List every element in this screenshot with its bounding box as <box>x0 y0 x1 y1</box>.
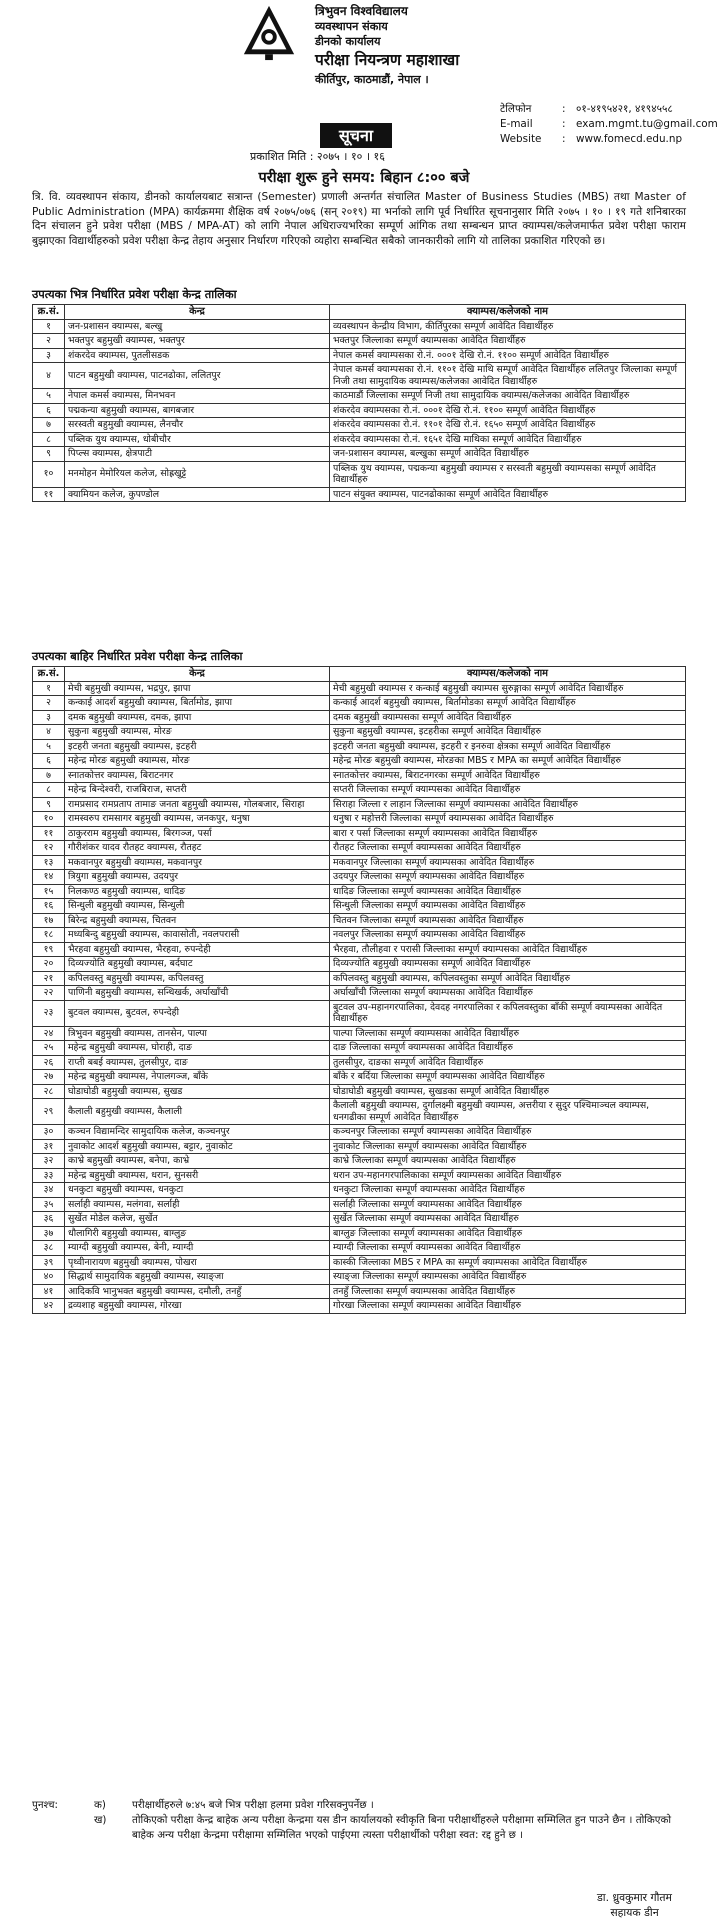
row-sn: २० <box>33 957 65 972</box>
row-campuses: सप्तरी जिल्लाका सम्पूर्ण क्याम्पसका आवेदित विद्यार्थीहरु <box>330 783 686 798</box>
row-center: त्रिभुवन बहुमुखी क्याम्पस, तानसेन, पाल्पा <box>65 1026 330 1041</box>
exam-time-heading: परीक्षा शुरू हुने समय: बिहान ८:०० बजे <box>258 170 470 186</box>
row-center: नेपाल कमर्स क्याम्पस, मिनभवन <box>65 389 330 404</box>
row-campuses: दिव्यज्योति बहुमुखी क्याम्पसका सम्पूर्ण आवेदित विद्यार्थीहरु <box>330 957 686 972</box>
row-campuses: तुलसीपुर, दाङका सम्पूर्ण आवेदित विद्यार्थीहरु <box>330 1055 686 1070</box>
row-sn: १३ <box>33 855 65 870</box>
university-name: त्रिभुवन विश्वविद्यालय <box>315 4 408 18</box>
row-campuses: नुवाकोट जिल्लाका सम्पूर्ण क्याम्पसका आवेदित विद्यार्थीहरु <box>330 1139 686 1154</box>
table-row <box>33 725 686 740</box>
table-row <box>33 348 686 363</box>
row-sn: २२ <box>33 986 65 1001</box>
row-center: जन-प्रशासन क्याम्पस, बल्खु <box>65 319 330 334</box>
table-row <box>33 942 686 957</box>
row-center: रामप्रसाद रामप्रताप तामाङ जनता बहुमुखी क्याम्पस, गोलबजार, सिराहा <box>65 797 330 812</box>
table-row <box>33 884 686 899</box>
row-sn: २ <box>33 334 65 349</box>
col-center: केन्द्र <box>65 305 330 320</box>
row-sn: ३७ <box>33 1226 65 1241</box>
row-campuses: धनकुटा जिल्लाका सम्पूर्ण क्याम्पसका आवेदित विद्यार्थीहरु <box>330 1183 686 1198</box>
footnote-text: परीक्षार्थीहरुले ७:४५ बजे भित्र परीक्षा हलमा प्रवेश गरिसक्नुपर्नेछ । <box>132 1799 374 1811</box>
row-center: कपिलवस्तु बहुमुखी क्याम्पस, कपिलवस्तु <box>65 971 330 986</box>
table2-title: उपत्यका बाहिर निर्धारित प्रवेश परीक्षा केन्द्र तालिका <box>32 649 243 663</box>
row-campuses: शंकरदेव क्याम्पसका रो.नं. ०००१ देखि रो.नं. ११०० सम्पूर्ण आवेदित विद्यार्थीहरु <box>330 403 686 418</box>
row-campuses: पाल्पा जिल्लाका सम्पूर्ण क्याम्पसका आवेदित विद्यार्थीहरु <box>330 1026 686 1041</box>
row-sn: २ <box>33 696 65 711</box>
table-row <box>33 1241 686 1256</box>
contact-label: टेलिफोन <box>500 103 532 115</box>
footnote-a <box>32 1798 686 1813</box>
table-row <box>33 783 686 798</box>
row-campuses: कास्की जिल्लाका MBS र MPA का सम्पूर्ण क्याम्पसका आवेदित विद्यार्थीहरु <box>330 1255 686 1270</box>
footnote-b <box>32 1813 686 1843</box>
location: कीर्तिपुर, काठमाडौं, नेपाल । <box>315 73 429 86</box>
row-sn: ५ <box>33 389 65 404</box>
row-campuses: धरान उप-महानगरपालिकाका सम्पूर्ण क्याम्पसका आवेदित विद्यार्थीहरु <box>330 1168 686 1183</box>
row-campuses: पब्लिक युथ क्याम्पस, पद्मकन्या बहुमुखी क्याम्पस र सरस्वती बहुमुखी क्याम्पसका सम्पूर्ण आवेदित विद्यार्थीहरु <box>330 461 686 487</box>
row-center: सुर्खेत मोडेल कलेज, सुर्खेत <box>65 1212 330 1227</box>
table-row <box>33 487 686 502</box>
table-row <box>33 710 686 725</box>
row-center: धनकुटा बहुमुखी क्याम्पस, धनकुटा <box>65 1183 330 1198</box>
row-center: सर्लाही क्याम्पस, मलंगवा, सर्लाही <box>65 1197 330 1212</box>
row-sn: ६ <box>33 754 65 769</box>
table-row <box>33 1154 686 1169</box>
table-row <box>33 461 686 487</box>
row-sn: १० <box>33 461 65 487</box>
table-row <box>33 739 686 754</box>
row-campuses: नवलपुर जिल्लाका सम्पूर्ण क्याम्पसका आवेदित विद्यार्थीहरु <box>330 928 686 943</box>
table-row <box>33 870 686 885</box>
row-sn: ४ <box>33 363 65 389</box>
row-campuses: शंकरदेव क्याम्पसका रो.नं. ११०१ देखि रो.नं. १६५० सम्पूर्ण आवेदित विद्यार्थीहरु <box>330 418 686 433</box>
row-sn: २७ <box>33 1070 65 1085</box>
row-sn: २६ <box>33 1055 65 1070</box>
notice-badge: सूचना <box>320 123 392 148</box>
row-campuses: काठमाडौं जिल्लाका सम्पूर्ण निजी तथा सामुदायिक क्याम्पस/कलेजका आवेदित विद्यार्थीहरु <box>330 389 686 404</box>
row-campuses: बाँके र बर्दिया जिल्लाका सम्पूर्ण क्याम्पसका आवेदित विद्यार्थीहरु <box>330 1070 686 1085</box>
table-row <box>33 754 686 769</box>
row-campuses: स्नातकोत्तर क्याम्पस, बिराटनगरका सम्पूर्ण आवेदित विद्यार्थीहरु <box>330 768 686 783</box>
row-center: शंकरदेव क्याम्पस, पुतलीसडक <box>65 348 330 363</box>
row-campuses: मेची बहुमुखी क्याम्पस र कन्काई बहुमुखी क्याम्पस सुरुङ्गाका सम्पूर्ण आवेदित विद्यार्थीहरु <box>330 681 686 696</box>
col-sn: क्र.सं. <box>33 667 65 682</box>
footnote-text: तोकिएको परीक्षा केन्द्र बाहेक अन्य परीक्षा केन्द्रमा यस डीन कार्यालयको स्वीकृति बिना परीक्षार्थीहरुले परीक्षामा सम्मिलित हुन पाउने छैन । तोकिएको बाहेक अन्य परीक्षा केन्द्रमा परीक्षामा सम्मिलित भएको पाईएमा त्यस्ता परीक्षार्थीको परीक्षा स्वत: रद्द हुने छ । <box>132 1814 672 1841</box>
table-row <box>33 1212 686 1227</box>
table-row <box>33 826 686 841</box>
table-row <box>33 841 686 856</box>
row-center: राप्ती बबई क्याम्पस, तुलसीपुर, दाङ <box>65 1055 330 1070</box>
row-campuses: चितवन जिल्लाका सम्पूर्ण क्याम्पसका आवेदित विद्यार्थीहरु <box>330 913 686 928</box>
signatory-title: सहायक डीन <box>610 1906 659 1919</box>
row-center: महेन्द्र बहुमुखी क्याम्पस, घोराही, दाङ <box>65 1041 330 1056</box>
table-row <box>33 1084 686 1099</box>
table-row <box>33 957 686 972</box>
row-center: महेन्द्र बिन्देश्वरी, राजबिराज, सप्तरी <box>65 783 330 798</box>
row-center: पाटन बहुमुखी क्याम्पस, पाटनढोका, ललितपुर <box>65 363 330 389</box>
row-sn: ३९ <box>33 1255 65 1270</box>
footnote-label: पुनश्च: <box>32 1799 58 1811</box>
row-center: सिन्धुली बहुमुखी क्याम्पस, सिन्धुली <box>65 899 330 914</box>
table-row <box>33 913 686 928</box>
row-sn: ७ <box>33 418 65 433</box>
contact-website: Website : www.fomecd.edu.np <box>500 133 683 145</box>
table-row <box>33 797 686 812</box>
table-row <box>33 389 686 404</box>
row-center: सुकुना बहुमुखी क्याम्पस, मोरङ <box>65 725 330 740</box>
row-sn: ८ <box>33 432 65 447</box>
table-row <box>33 1197 686 1212</box>
table-row <box>33 1168 686 1183</box>
row-sn: १० <box>33 812 65 827</box>
row-sn: ७ <box>33 768 65 783</box>
table-row <box>33 403 686 418</box>
row-campuses: भक्तपुर जिल्लाका सम्पूर्ण क्याम्पसका आवेदित विद्यार्थीहरु <box>330 334 686 349</box>
row-sn: ४१ <box>33 1284 65 1299</box>
row-center: क्यामियन कलेज, कुपण्डोल <box>65 487 330 502</box>
row-center: कैलाली बहुमुखी क्याम्पस, कैलाली <box>65 1099 330 1125</box>
contact-label: E-mail <box>500 118 533 130</box>
col-campus: क्याम्पस/कलेजको नाम <box>330 667 686 682</box>
table-row <box>33 1226 686 1241</box>
row-sn: १८ <box>33 928 65 943</box>
table-row <box>33 1026 686 1041</box>
row-center: पृथ्वीनारायण बहुमुखी क्याम्पस, पोखरा <box>65 1255 330 1270</box>
table-row <box>33 432 686 447</box>
outside-centers-table <box>32 666 686 1314</box>
table-row <box>33 1139 686 1154</box>
row-center: दमक बहुमुखी क्याम्पस, दमक, झापा <box>65 710 330 725</box>
row-campuses: सर्लाही जिल्लाका सम्पूर्ण क्याम्पसका आवेदित विद्यार्थीहरु <box>330 1197 686 1212</box>
row-campuses: व्यवस्थापन केन्द्रीय विभाग, कीर्तिपुरका सम्पूर्ण आवेदित विद्यार्थीहरु <box>330 319 686 334</box>
row-sn: २५ <box>33 1041 65 1056</box>
row-center: महेन्द्र बहुमुखी क्याम्पस, नेपालगञ्ज, बाँके <box>65 1070 330 1085</box>
row-sn: ४२ <box>33 1299 65 1314</box>
row-sn: १ <box>33 681 65 696</box>
valley-centers-table <box>32 304 686 502</box>
table-row <box>33 812 686 827</box>
footnote-mark: क) <box>94 1799 106 1811</box>
row-center: भक्तपुर बहुमुखी क्याम्पस, भक्तपुर <box>65 334 330 349</box>
row-campuses: बुटवल उप-महानगरपालिका, देवदह नगरपालिका र कपिलवस्तुका बाँकी सम्पूर्ण क्याम्पसका आवेदित विद्यार्थीहरु <box>330 1000 686 1026</box>
row-sn: १९ <box>33 942 65 957</box>
row-campuses: पाटन संयुक्त क्याम्पस, पाटनढोकाका सम्पूर्ण आवेदित विद्यार्थीहरु <box>330 487 686 502</box>
row-campuses: कैलाली बहुमुखी क्याम्पस, दुर्गालक्ष्मी बहुमुखी क्याम्पस, अत्तरीया र सुदुर पश्चिमाञ्चल क्याम्पस, धनगढीका सम्पूर्ण आवेदित विद्यार्थीहरु <box>330 1099 686 1125</box>
row-campuses: नेपाल कमर्स क्याम्पसका रो.नं. ११०१ देखि माथि सम्पूर्ण आवेदित विद्यार्थीहरु ललितपुर जिल्लाका सम्पूर्ण निजी तथा सामुदायिक क्याम्पस/कलेजका आवेदित विद्यार्थीहरु <box>330 363 686 389</box>
row-campuses: धनुषा र महोत्तरी जिल्लाका सम्पूर्ण क्याम्पसका आवेदित विद्यार्थीहरु <box>330 812 686 827</box>
row-sn: ११ <box>33 826 65 841</box>
row-campuses: भैरहवा, तौलीहवा र परासी जिल्लाका सम्पूर्ण क्याम्पसका आवेदित विद्यार्थीहरु <box>330 942 686 957</box>
row-center: बुटवल क्याम्पस, बुटवल, रुपन्देही <box>65 1000 330 1026</box>
letterhead <box>20 0 718 148</box>
row-campuses: सुर्खेत जिल्लाका सम्पूर्ण क्याम्पसका आवेदित विद्यार्थीहरु <box>330 1212 686 1227</box>
row-center: मकवानपुर बहुमुखी क्याम्पस, मकवानपुर <box>65 855 330 870</box>
signatory-name: डा. ध्रुवकुमार गौतम <box>597 1891 672 1904</box>
row-sn: ३० <box>33 1125 65 1140</box>
col-center: केन्द्र <box>65 667 330 682</box>
institution-block <box>315 4 459 87</box>
row-center: बिरेन्द्र बहुमुखी क्याम्पस, चितवन <box>65 913 330 928</box>
row-campuses: काभ्रे जिल्लाका सम्पूर्ण क्याम्पसका आवेदित विद्यार्थीहरु <box>330 1154 686 1169</box>
row-center: गौरीशंकर यादव रौतहट क्याम्पस, रौतहट <box>65 841 330 856</box>
row-sn: ४० <box>33 1270 65 1285</box>
table-row <box>33 363 686 389</box>
table1-title: उपत्यका भित्र निर्धारित प्रवेश परीक्षा केन्द्र तालिका <box>32 287 237 301</box>
row-campuses: महेन्द्र मोरङ बहुमुखी क्याम्पस, मोरङका MBS र MPA का सम्पूर्ण आवेदित विद्यार्थीहरु <box>330 754 686 769</box>
row-campuses: नेपाल कमर्स क्याम्पसका रो.नं. ०००१ देखि रो.नं. ११०० सम्पूर्ण आवेदित विद्यार्थीहरु <box>330 348 686 363</box>
footnotes <box>32 1798 686 1843</box>
intro-paragraph: त्रि. वि. व्यवस्थापन संकाय, डीनको कार्यालयबाट सत्रान्त (Semester) प्रणाली अन्तर्गत संचालित Master of Business Studies (MBS) तथा Master of Public Administration (MPA) कार्यक्रममा शैक्षिक वर्ष २०७५/०७६ (सन् २०१९) मा भर्नाको लागि पूर्व निर्धारित सूचनानुसार मिति २०७५ । १० । १९ गते शनिबारका दिन संचालन हुने प्रवेश परीक्षा (MBS / MPA-AT) को लागि नेपाल अधिराज्यभरिका सम्पूर्ण आंगिक तथा सम्बन्धन प्राप्त क्याम्पस/कलेजमार्फत प्रवेश परीक्षा फाराम बुझाएका विद्यार्थीहरुको प्रवेश परीक्षा केन्द्र तेहाय अनुसार निर्धारण गरिएको व्यहोरा सम्बन्धित सबैको जानकारीको लागि यो तालिका प्रकाशित गरिएको छ। <box>32 191 686 247</box>
row-sn: ३ <box>33 710 65 725</box>
row-center: घोडाघोडी बहुमुखी क्याम्पस, सुखड <box>65 1084 330 1099</box>
row-sn: २१ <box>33 971 65 986</box>
row-campuses: दमक बहुमुखी क्याम्पसका सम्पूर्ण आवेदित विद्यार्थीहरु <box>330 710 686 725</box>
signature-block <box>597 1890 672 1920</box>
row-sn: ३१ <box>33 1139 65 1154</box>
row-sn: १२ <box>33 841 65 856</box>
row-center: भैरहवा बहुमुखी क्याम्पस, भैरहवा, रुपन्देही <box>65 942 330 957</box>
row-sn: ८ <box>33 783 65 798</box>
row-campuses: उदयपुर जिल्लाका सम्पूर्ण क्याम्पसका आवेदित विद्यार्थीहरु <box>330 870 686 885</box>
row-campuses: दाङ जिल्लाका सम्पूर्ण क्याम्पसका आवेदित विद्यार्थीहरु <box>330 1041 686 1056</box>
table-row <box>33 1055 686 1070</box>
row-center: सरस्वती बहुमुखी क्याम्पस, लैनचौर <box>65 418 330 433</box>
row-campuses: सुकुना बहुमुखी क्याम्पस, इटहरीका सम्पूर्ण आवेदित विद्यार्थीहरु <box>330 725 686 740</box>
table-header-row <box>33 305 686 320</box>
row-sn: १६ <box>33 899 65 914</box>
row-campuses: स्याङ्जा जिल्लाका सम्पूर्ण क्याम्पसका आवेदित विद्यार्थीहरु <box>330 1270 686 1285</box>
row-campuses: तनहुँ जिल्लाका सम्पूर्ण क्याम्पसका आवेदित विद्यार्थीहरु <box>330 1284 686 1299</box>
table-row <box>33 681 686 696</box>
row-campuses: शंकरदेव क्याम्पसका रो.नं. १६५१ देखि माथिका सम्पूर्ण आवेदित विद्यार्थीहरु <box>330 432 686 447</box>
row-sn: २४ <box>33 1026 65 1041</box>
row-sn: १५ <box>33 884 65 899</box>
table-row <box>33 696 686 711</box>
row-center: रामस्वरुप रामसागर बहुमुखी क्याम्पस, जनकपुर, धनुषा <box>65 812 330 827</box>
row-center: स्नातकोत्तर क्याम्पस, बिराटनगर <box>65 768 330 783</box>
row-center: धौलागिरी बहुमुखी क्याम्पस, बाग्लुङ <box>65 1226 330 1241</box>
col-campus: क्याम्पस/कलेजको नाम <box>330 305 686 320</box>
table-row <box>33 334 686 349</box>
table-row <box>33 1284 686 1299</box>
published-date: प्रकाशित मिति : २०७५ । १० । १६ <box>250 150 385 163</box>
table-row <box>33 418 686 433</box>
row-sn: ११ <box>33 487 65 502</box>
row-sn: १४ <box>33 870 65 885</box>
row-campuses: रौतहट जिल्लाका सम्पूर्ण क्याम्पसका आवेदित विद्यार्थीहरु <box>330 841 686 856</box>
row-sn: ३८ <box>33 1241 65 1256</box>
row-sn: ९ <box>33 447 65 462</box>
row-center: ठाकुरराम बहुमुखी क्याम्पस, बिरगञ्ज, पर्सा <box>65 826 330 841</box>
row-sn: १ <box>33 319 65 334</box>
row-center: त्रियुगा बहुमुखी क्याम्पस, उदयपुर <box>65 870 330 885</box>
row-sn: २८ <box>33 1084 65 1099</box>
row-sn: २९ <box>33 1099 65 1125</box>
table-row <box>33 1299 686 1314</box>
row-campuses: कपिलवस्तु बहुमुखी क्याम्पस, कपिलवस्तुका सम्पूर्ण आवेदित विद्यार्थीहरु <box>330 971 686 986</box>
row-center: पिप्ल्स क्याम्पस, क्षेत्रपाटी <box>65 447 330 462</box>
row-campuses: कन्काई आदर्श बहुमुखी क्याम्पस, बिर्तामोडका सम्पूर्ण आवेदित विद्यार्थीहरु <box>330 696 686 711</box>
table-row <box>33 1255 686 1270</box>
row-center: मेची बहुमुखी क्याम्पस, भद्रपुर, झापा <box>65 681 330 696</box>
row-center: मनमोहन मेमोरियल कलेज, सोह्रखुट्टे <box>65 461 330 487</box>
row-campuses: म्याग्दी जिल्लाका सम्पूर्ण क्याम्पसका आवेदित विद्यार्थीहरु <box>330 1241 686 1256</box>
contact-email: E-mail : exam.mgmt.tu@gmail.com <box>500 118 718 130</box>
row-sn: ३६ <box>33 1212 65 1227</box>
row-center: मध्यबिन्दु बहुमुखी क्याम्पस, कावासोती, नवलपरासी <box>65 928 330 943</box>
table-row <box>33 1270 686 1285</box>
row-center: महेन्द्र मोरङ बहुमुखी क्याम्पस, मोरङ <box>65 754 330 769</box>
contact-label: Website <box>500 133 542 145</box>
tu-emblem-icon <box>240 4 298 62</box>
office-name: डीनको कार्यालय <box>315 35 381 48</box>
row-campuses: कञ्चनपुर जिल्लाका सम्पूर्ण क्याम्पसका आवेदित विद्यार्थीहरु <box>330 1125 686 1140</box>
row-center: पाणिनी बहुमुखी क्याम्पस, सन्धिखर्क, अर्घाखाँची <box>65 986 330 1001</box>
row-sn: २३ <box>33 1000 65 1026</box>
row-center: कञ्चन विद्यामन्दिर सामुदायिक कलेज, कञ्चनपुर <box>65 1125 330 1140</box>
table-row <box>33 971 686 986</box>
row-center: पद्मकन्या बहुमुखी क्याम्पस, बागबजार <box>65 403 330 418</box>
col-sn: क्र.सं. <box>33 305 65 320</box>
row-campuses: जन-प्रशासन क्याम्पस, बल्खुका सम्पूर्ण आवेदित विद्यार्थीहरु <box>330 447 686 462</box>
contact-phone: टेलिफोन : ०१-४१९५४२१, ४१९४५५८ <box>500 103 673 115</box>
row-sn: ४ <box>33 725 65 740</box>
row-center: इटहरी जनता बहुमुखी क्याम्पस, इटहरी <box>65 739 330 754</box>
row-sn: ९ <box>33 797 65 812</box>
row-campuses: गोरखा जिल्लाका सम्पूर्ण क्याम्पसका आवेदित विद्यार्थीहरु <box>330 1299 686 1314</box>
row-center: महेन्द्र बहुमुखी क्याम्पस, धरान, सुनसरी <box>65 1168 330 1183</box>
row-campuses: सिन्धुली जिल्लाका सम्पूर्ण क्याम्पसका आवेदित विद्यार्थीहरु <box>330 899 686 914</box>
row-campuses: धादिङ जिल्लाका सम्पूर्ण क्याम्पसका आवेदित विद्यार्थीहरु <box>330 884 686 899</box>
row-center: म्याग्दी बहुमुखी क्याम्पस, बेनी, म्याग्दी <box>65 1241 330 1256</box>
table-row <box>33 1183 686 1198</box>
row-campuses: घोडाघोडी बहुमुखी क्याम्पस, सुखडका सम्पूर्ण आवेदित विद्यार्थीहरु <box>330 1084 686 1099</box>
row-campuses: इटहरी जनता बहुमुखी क्याम्पस, इटहरी र इनरुवा क्षेत्रका सम्पूर्ण आवेदित विद्यार्थीहरु <box>330 739 686 754</box>
table-row <box>33 319 686 334</box>
row-campuses: बारा र पर्सा जिल्लाका सम्पूर्ण क्याम्पसका आवेदित विद्यार्थीहरु <box>330 826 686 841</box>
contact-value[interactable]: exam.mgmt.tu@gmail.com <box>576 118 718 130</box>
row-center: नुवाकोट आदर्श बहुमुखी क्याम्पस, बट्टार, नुवाकोट <box>65 1139 330 1154</box>
table-row <box>33 447 686 462</box>
table-row <box>33 899 686 914</box>
footnote-mark: ख) <box>94 1814 107 1826</box>
row-sn: १७ <box>33 913 65 928</box>
faculty-name: व्यवस्थापन संकाय <box>315 20 388 33</box>
table-row <box>33 1000 686 1026</box>
table-header-row <box>33 667 686 682</box>
row-campuses: सिराहा जिल्ला र लाहान जिल्लाका सम्पूर्ण क्याम्पसका आवेदित विद्यार्थीहरु <box>330 797 686 812</box>
row-center: कन्काई आदर्श बहुमुखी क्याम्पस, बिर्तामोड, झापा <box>65 696 330 711</box>
row-center: द्रव्यशाह बहुमुखी क्याम्पस, गोरखा <box>65 1299 330 1314</box>
row-center: आदिकवि भानुभक्त बहुमुखी क्याम्पस, दमौली, तनहुँ <box>65 1284 330 1299</box>
table-row <box>33 1125 686 1140</box>
table-row <box>33 986 686 1001</box>
row-sn: ३४ <box>33 1183 65 1198</box>
row-center: सिद्धार्थ सामुदायिक बहुमुखी क्याम्पस, स्याङ्जा <box>65 1270 330 1285</box>
table-row <box>33 768 686 783</box>
contact-block <box>500 102 728 147</box>
table-row <box>33 1041 686 1056</box>
contact-value: ०१-४१९५४२१, ४१९४५५८ <box>576 103 673 115</box>
row-sn: ३२ <box>33 1154 65 1169</box>
division-name: परीक्षा नियन्त्रण महाशाखा <box>315 51 460 69</box>
contact-value[interactable]: www.fomecd.edu.np <box>576 133 683 145</box>
row-center: काभ्रे बहुमुखी क्याम्पस, बनेपा, काभ्रे <box>65 1154 330 1169</box>
table-row <box>33 1070 686 1085</box>
table-row <box>33 855 686 870</box>
row-campuses: बाग्लुङ जिल्लाका सम्पूर्ण क्याम्पसका आवेदित विद्यार्थीहरु <box>330 1226 686 1241</box>
table-row <box>33 928 686 943</box>
table-row <box>33 1099 686 1125</box>
row-center: दिव्यज्योति बहुमुखी क्याम्पस, बर्दघाट <box>65 957 330 972</box>
row-campuses: अर्घाखाँची जिल्लाका सम्पूर्ण क्याम्पसका आवेदित विद्यार्थीहरु <box>330 986 686 1001</box>
row-sn: ५ <box>33 739 65 754</box>
row-center: निलकण्ठ बहुमुखी क्याम्पस, धादिङ <box>65 884 330 899</box>
row-campuses: मकवानपुर जिल्लाका सम्पूर्ण क्याम्पसका आवेदित विद्यार्थीहरु <box>330 855 686 870</box>
row-sn: ६ <box>33 403 65 418</box>
row-sn: ३३ <box>33 1168 65 1183</box>
row-center: पब्लिक युथ क्याम्पस, धोबीचौर <box>65 432 330 447</box>
row-sn: ३५ <box>33 1197 65 1212</box>
row-sn: ३ <box>33 348 65 363</box>
